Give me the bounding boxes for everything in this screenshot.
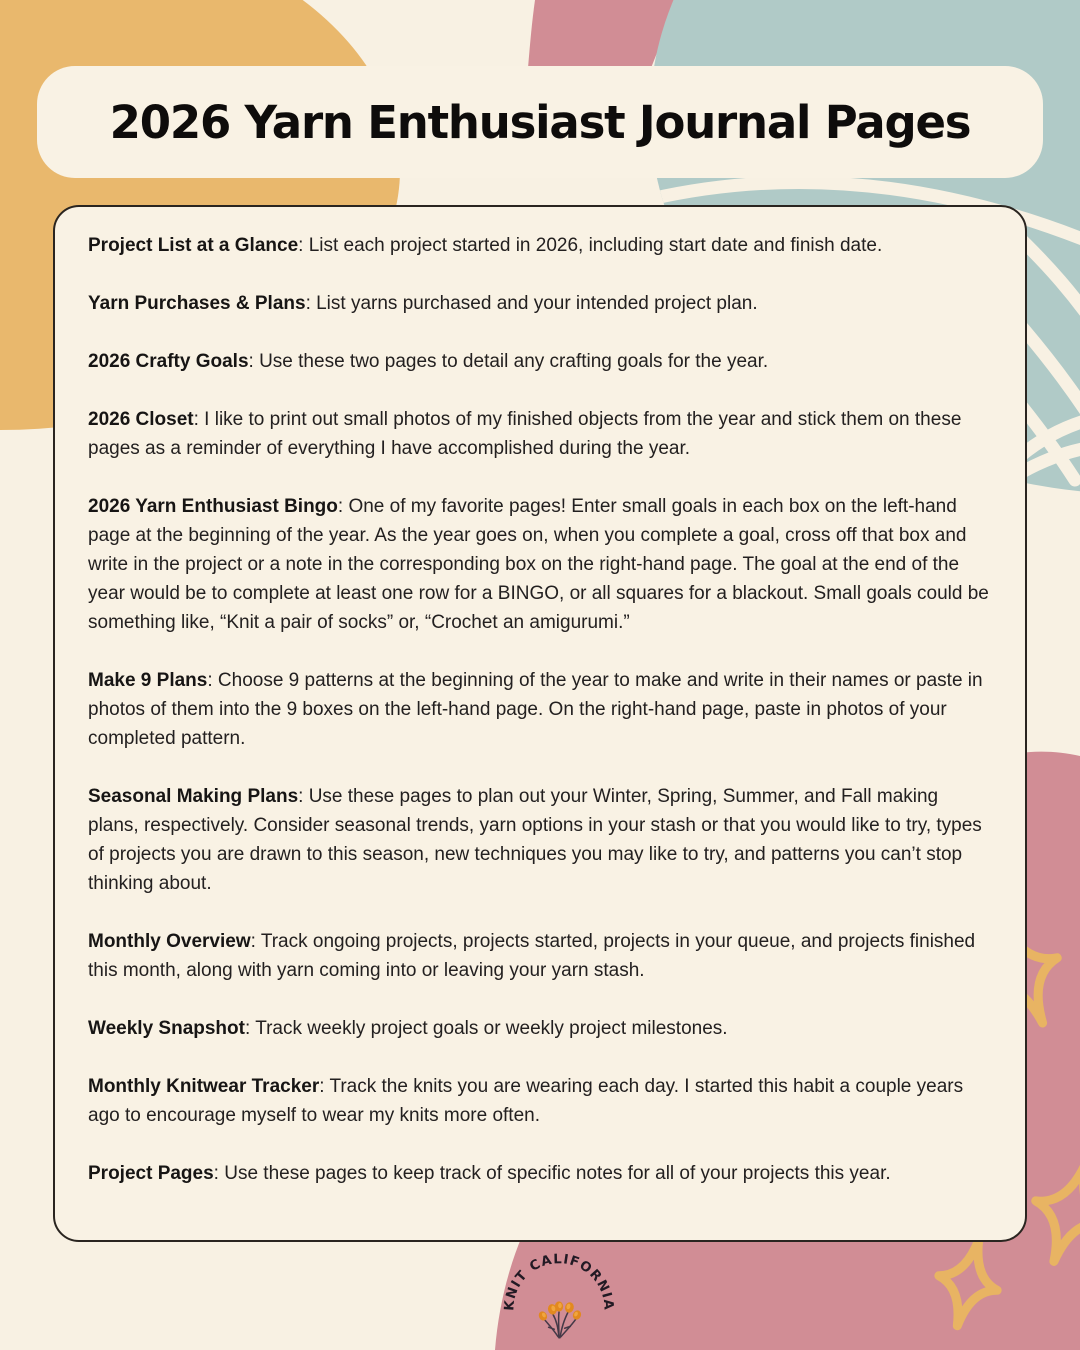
section-yarn-purchases <box>88 289 992 318</box>
knit-california-logo <box>500 1246 618 1350</box>
section-make-9-plans <box>88 666 992 753</box>
section-label: 2026 Yarn Enthusiast Bingo <box>88 496 338 517</box>
section-text: : One of my favorite pages! Enter small goals in each box on the left-hand page at the beginning of the year. As the year goes on, when you complete a goal, cross off that box and write in the project or a note in the corresponding box on the right-hand page. The goal at the end of the year would be to complete at least one row for a BINGO, or all squares for a blackout. Small goals could be something like, “Knit a pair of socks” or, “Crochet an amigurumi.” <box>88 496 989 633</box>
section-label: Monthly Knitwear Tracker <box>88 1076 320 1097</box>
section-label: Weekly Snapshot <box>88 1018 245 1039</box>
section-text: : Track ongoing projects, projects started, projects in your queue, and projects finished this month, along with yarn coming into or leaving your yarn stash. <box>88 931 976 981</box>
section-project-list <box>88 231 992 260</box>
section-closet <box>88 405 992 463</box>
logo-arc-text: KNIT CALIFORNIA <box>502 1252 616 1312</box>
section-label: Yarn Purchases & Plans <box>88 293 306 314</box>
section-label: Project List at a Glance <box>88 235 299 256</box>
section-label: Monthly Overview <box>88 931 251 952</box>
section-label: Seasonal Making Plans <box>88 786 299 807</box>
section-label: 2026 Closet <box>88 409 194 430</box>
section-text: : List each project started in 2026, including start date and finish date. <box>298 235 883 256</box>
section-weekly-snapshot <box>88 1014 992 1043</box>
section-bingo <box>88 492 992 637</box>
section-text: : Use these pages to keep track of specific notes for all of your projects this year. <box>213 1163 891 1184</box>
section-monthly-overview <box>88 927 992 985</box>
section-crafty-goals <box>88 347 992 376</box>
section-text: : Use these two pages to detail any crafting goals for the year. <box>248 351 769 372</box>
section-text: : List yarns purchased and your intended project plan. <box>305 293 758 314</box>
section-label: 2026 Crafty Goals <box>88 351 249 372</box>
section-text: : I like to print out small photos of my finished objects from the year and stick them on these pages as a reminder of everything I have accomplished during the year. <box>88 409 962 459</box>
content-card <box>53 205 1027 1242</box>
title-card <box>37 66 1043 178</box>
section-text: : Choose 9 patterns at the beginning of the year to make and write in their names or paste in photos of them into the 9 boxes on the left-hand page. On the right-hand page, paste in photos of your completed pattern. <box>88 670 983 749</box>
section-label: Make 9 Plans <box>88 670 208 691</box>
section-text: : Track weekly project goals or weekly project milestones. <box>244 1018 728 1039</box>
section-label: Project Pages <box>88 1163 214 1184</box>
section-knitwear-tracker <box>88 1072 992 1130</box>
section-text: : Use these pages to plan out your Winter, Spring, Summer, and Fall making plans, respectively. Consider seasonal trends, yarn options in your stash or that you would like to try, types of projects you are drawn to this season, new techniques you may like to try, and patterns you can’t stop thinking about. <box>88 786 982 894</box>
section-text: : Track the knits you are wearing each day. I started this habit a couple years ago to encourage myself to wear my knits more often. <box>88 1076 964 1126</box>
poppy-flowers-icon <box>537 1301 582 1337</box>
section-seasonal-plans <box>88 782 992 898</box>
page-title: 2026 Yarn Enthusiast Journal Pages <box>109 95 971 149</box>
section-project-pages <box>88 1159 992 1188</box>
